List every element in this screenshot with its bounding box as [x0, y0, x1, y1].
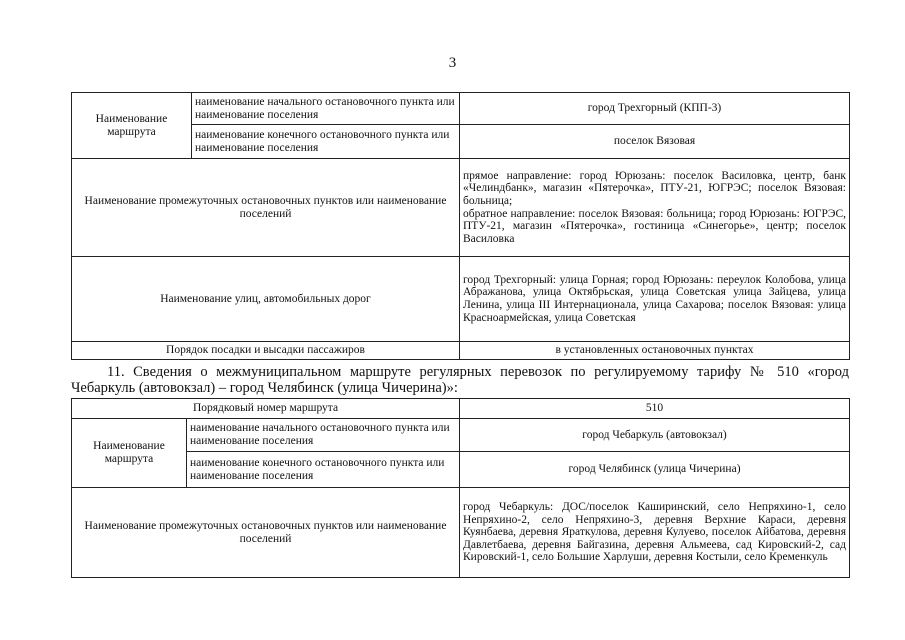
start-stop-value: город Трехгорный (КПП-3) — [460, 93, 850, 125]
intermediate-forward-direction: прямое направление: город Юрюзань: поселок Василовка, центр, банк «Челиндбанк», магазин «Пятерочка», ПТУ-21, ЮГРЭС; поселок Вязовая: больница; — [463, 169, 846, 207]
page-number: 3 — [448, 55, 457, 71]
end-stop-label: наименование конечного остановочного пункта или наименование поселения — [187, 452, 460, 488]
intermediate-stops-value: город Чебаркуль: ДОС/поселок Каширинский, село Непряхино-1, село Непряхино-2, село Непряхино-3, деревня Верхние Караси, деревня Куянбаева, деревня Яраткулова, деревня Кулуево, поселок Айбатова, деревня Давлетбаева, деревня Байгазина, деревня Альмеева, сад Кировский-2, сад Кировский-1, село Большие Харлуши, деревня Костыли, село Кременкуль — [460, 488, 850, 578]
route-name-label: Наименование маршрута — [72, 419, 187, 488]
intermediate-backward-direction: обратное направление: поселок Вязовая: больница; город Юрюзань: ЮГРЭС, ПТУ-21, магазин «Пятерочка», гостиница «Синегорье», центр; поселок Василовка — [463, 207, 846, 245]
start-stop-label: наименование начального остановочного пункта или наименование поселения — [192, 93, 460, 125]
boarding-order-label: Порядок посадки и высадки пассажиров — [72, 342, 460, 360]
route-table-1 — [71, 92, 850, 360]
intermediate-stops-label: Наименование промежуточных остановочных пунктов или наименование поселений — [72, 159, 460, 257]
streets-value: город Трехгорный: улица Горная; город Юрюзань: переулок Колобова, улица Абражанова, улица Октябрьская, улица Советская улица Зайцева, улица Ленина, улица III Интернационала, улица Сахарова; поселок Вязовая: улица Красноармейская, улица Советская — [460, 257, 850, 342]
route-number-value: 510 — [460, 399, 850, 419]
end-stop-label: наименование конечного остановочного пункта или наименование поселения — [192, 125, 460, 159]
end-stop-value: поселок Вязовая — [460, 125, 850, 159]
intermediate-stops-label: Наименование промежуточных остановочных пунктов или наименование поселений — [72, 488, 460, 578]
section-11-heading — [71, 364, 849, 396]
route-table-2 — [71, 398, 850, 578]
end-stop-value: город Челябинск (улица Чичерина) — [460, 452, 850, 488]
streets-label: Наименование улиц, автомобильных дорог — [72, 257, 460, 342]
section-11-heading-text: 11. Сведения о межмуниципальном маршруте регулярных перевозок по регулируемому тарифу № 510 «город Чебаркуль (автовокзал) – город Челябинск (улица Чичерина)»: — [71, 364, 849, 396]
intermediate-stops-value — [460, 159, 850, 257]
start-stop-value: город Чебаркуль (автовокзал) — [460, 419, 850, 452]
route-number-label: Порядковый номер маршрута — [72, 399, 460, 419]
start-stop-label: наименование начального остановочного пункта или наименование поселения — [187, 419, 460, 452]
boarding-order-value: в установленных остановочных пунктах — [460, 342, 850, 360]
route-name-label: Наименование маршрута — [72, 93, 192, 159]
